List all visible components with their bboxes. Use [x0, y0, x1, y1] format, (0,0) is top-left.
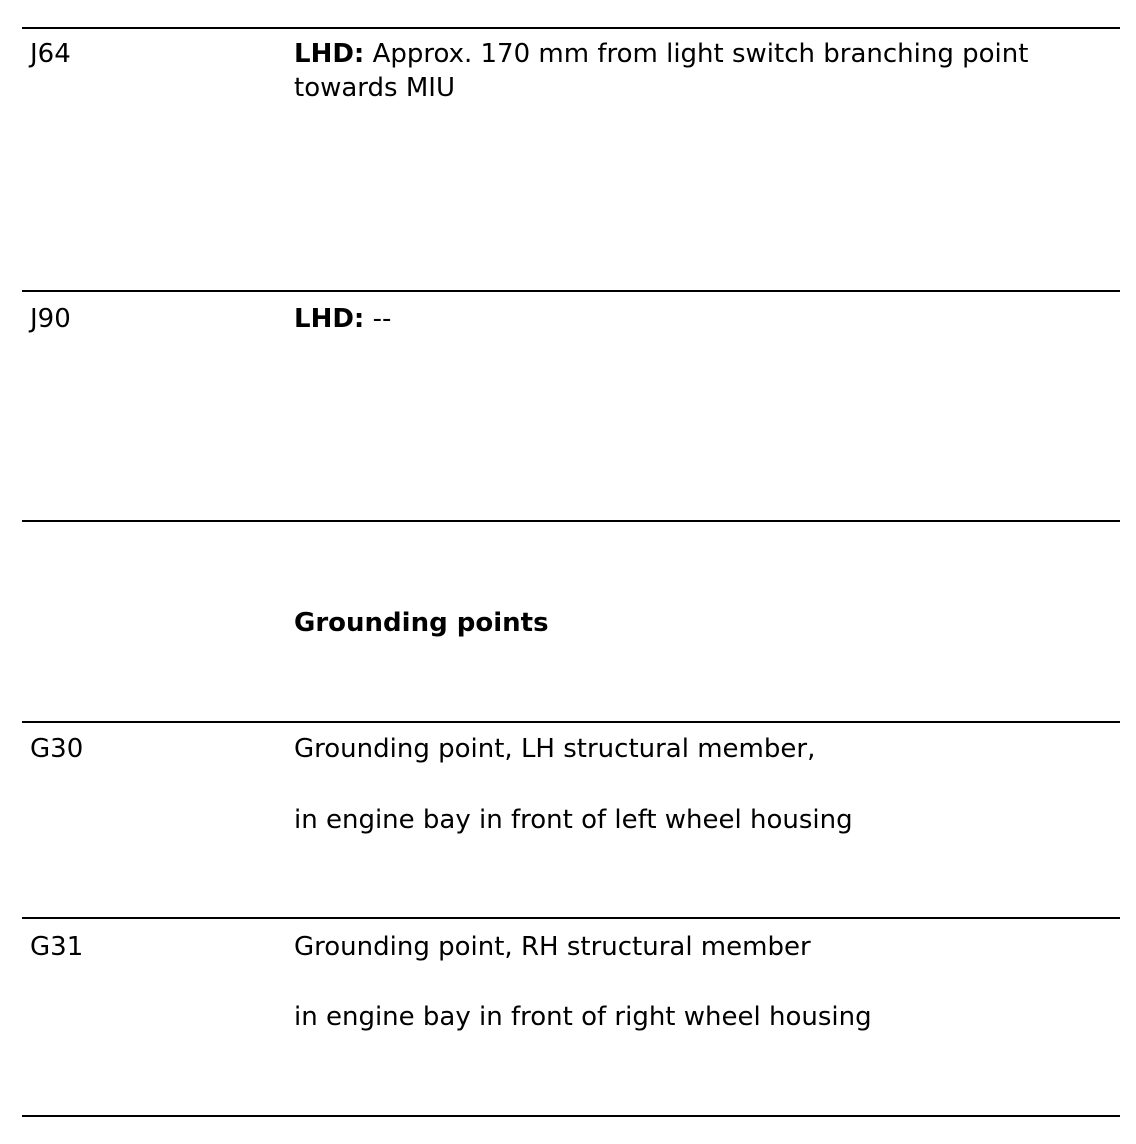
table-rule — [22, 721, 1120, 723]
description-text: -- — [364, 304, 392, 334]
description-line-1: Grounding point, RH structural member — [294, 932, 811, 962]
row-code: J64 — [30, 39, 71, 69]
description-line-1: Grounding point, LH structural member, — [294, 734, 816, 764]
row-code: G31 — [30, 932, 84, 962]
description-line-2: in engine bay in front of right wheel housing — [294, 1002, 872, 1032]
lhd-label: LHD: — [294, 304, 365, 334]
section-heading: Grounding points — [294, 608, 549, 638]
lhd-label: LHD: — [294, 39, 365, 69]
table-rule-top — [22, 27, 1120, 29]
row-description — [294, 37, 1104, 105]
row-code: J90 — [30, 304, 71, 334]
table-rule — [22, 290, 1120, 292]
table-rule-bottom — [22, 1115, 1120, 1117]
table-rule — [22, 520, 1120, 522]
description-text: Approx. 170 mm from light switch branching point towards MIU — [294, 39, 1029, 103]
row-description — [294, 302, 1104, 336]
table-rule — [22, 917, 1120, 919]
description-line-2: in engine bay in front of left wheel housing — [294, 805, 853, 835]
row-code: G30 — [30, 734, 84, 764]
